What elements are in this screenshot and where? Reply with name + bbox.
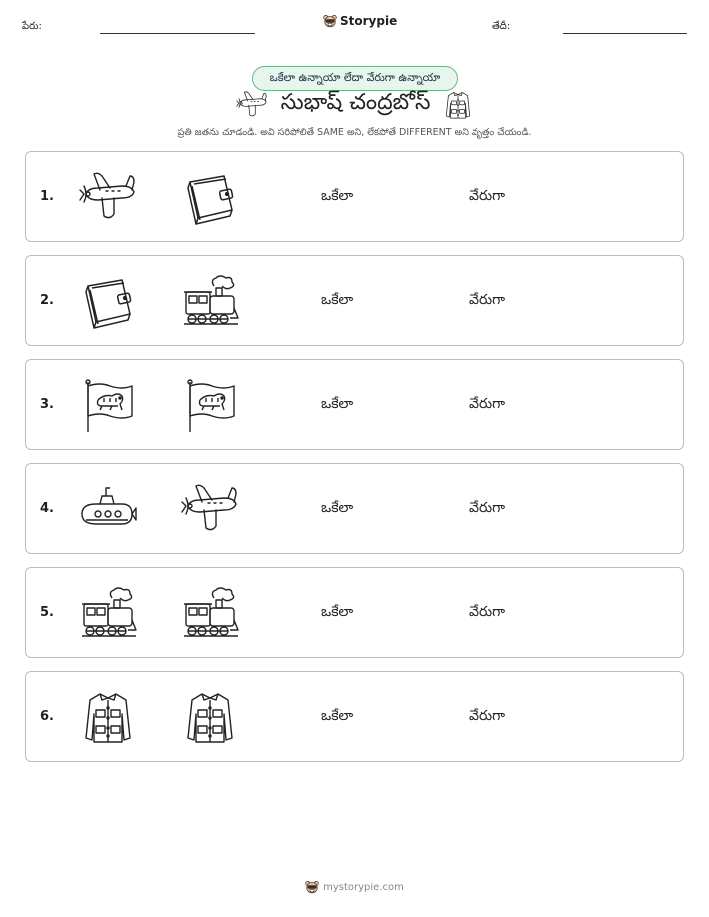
question-row xyxy=(25,463,684,554)
question-row xyxy=(25,151,684,242)
name-label: పేరు: xyxy=(22,21,42,32)
airplane-icon xyxy=(78,170,138,225)
bear-icon xyxy=(305,880,319,894)
brand-name: Storypie xyxy=(340,14,398,28)
airplane-icon xyxy=(180,482,240,537)
question-number: 1. xyxy=(40,189,54,204)
footer xyxy=(0,880,709,894)
worksheet-header xyxy=(0,14,709,38)
same-option[interactable]: ఒకేలా xyxy=(321,188,354,204)
jacket-icon xyxy=(180,690,240,745)
name-line xyxy=(100,33,255,34)
submarine-icon xyxy=(78,482,138,537)
bear-icon xyxy=(323,14,337,28)
train-icon xyxy=(180,274,240,329)
question-row xyxy=(25,567,684,658)
worksheet-type-badge: ఒకేలా ఉన్నాయా లేదా వేరుగా ఉన్నాయా xyxy=(252,66,458,91)
question-row xyxy=(25,359,684,450)
different-option[interactable]: వేరుగా xyxy=(469,708,505,724)
question-number: 4. xyxy=(40,501,54,516)
question-number: 3. xyxy=(40,397,54,412)
page-title: సుభాష్ చంద్రబోస్ xyxy=(280,90,431,115)
date-label: తేదీ: xyxy=(492,21,511,32)
question-row xyxy=(25,255,684,346)
date-line xyxy=(563,33,687,34)
different-option[interactable]: వేరుగా xyxy=(469,604,505,620)
book-icon xyxy=(180,170,240,225)
question-number: 2. xyxy=(40,293,54,308)
different-option[interactable]: వేరుగా xyxy=(469,292,505,308)
book-icon xyxy=(78,274,138,329)
brand-logo xyxy=(323,14,397,28)
title-row xyxy=(0,88,709,122)
train-icon xyxy=(78,586,138,641)
question-row xyxy=(25,671,684,762)
same-option[interactable]: ఒకేలా xyxy=(321,604,354,620)
question-number: 5. xyxy=(40,605,54,620)
flag-icon xyxy=(78,378,138,433)
jacket-icon xyxy=(442,89,474,121)
instructions: ప్రతి జతను చూడండి. అవి సరిపోలితే SAME అని, లేకపోతే DIFFERENT అని వృత్తం చేయండి. xyxy=(177,127,532,138)
different-option[interactable]: వేరుగా xyxy=(469,500,505,516)
same-option[interactable]: ఒకేలా xyxy=(321,396,354,412)
footer-url: mystorypie.com xyxy=(323,881,404,893)
same-option[interactable]: ఒకేలా xyxy=(321,500,354,516)
same-option[interactable]: ఒకేలా xyxy=(321,292,354,308)
jacket-icon xyxy=(78,690,138,745)
train-icon xyxy=(180,586,240,641)
same-option[interactable]: ఒకేలా xyxy=(321,708,354,724)
different-option[interactable]: వేరుగా xyxy=(469,396,505,412)
airplane-icon xyxy=(235,90,269,120)
different-option[interactable]: వేరుగా xyxy=(469,188,505,204)
question-number: 6. xyxy=(40,709,54,724)
flag-icon xyxy=(180,378,240,433)
